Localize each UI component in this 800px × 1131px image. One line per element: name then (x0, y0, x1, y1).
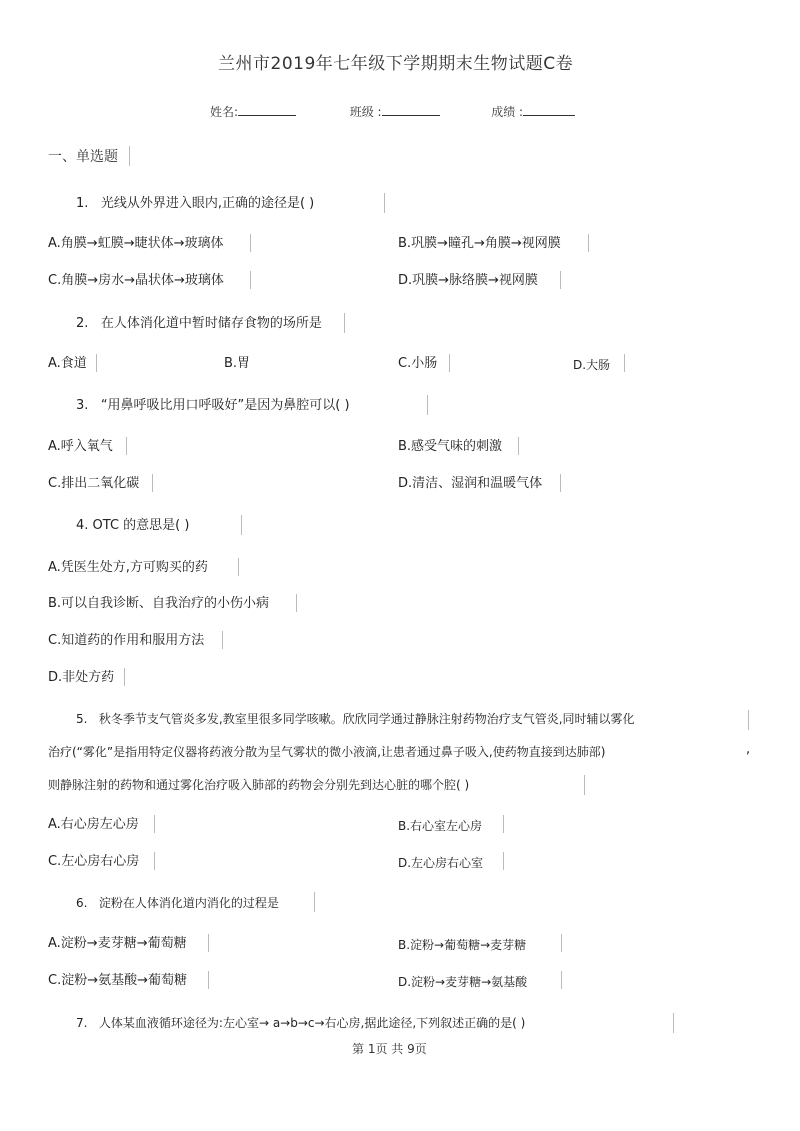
score-blank (523, 103, 575, 116)
option-c: C.知道药的作用和服用方法 (48, 633, 205, 648)
question-text: OTC 的意思是( ) (92, 518, 190, 533)
question-6 (76, 895, 279, 911)
option-c: C.角膜→房水→晶状体→玻璃体 (48, 273, 224, 288)
option-b: B.感受气味的刺激 (398, 439, 503, 454)
question-number: 2. (76, 316, 89, 331)
question-number: 1. (76, 196, 89, 211)
question-7 (76, 1015, 525, 1031)
option-a: A.凭医生处方,方可购买的药 (48, 560, 208, 575)
question-text-line-1: 秋冬季节支气管炎多发,教室里很多同学咳嗽。欣欣同学通过静脉注射药物治疗支气管炎,同时辅以雾化 (98, 712, 635, 726)
question-5 (76, 711, 635, 727)
question-3 (76, 398, 350, 414)
option-c: C.左心房右心房 (48, 854, 140, 869)
question-text: 淀粉在人体消化道内消化的过程是 (98, 896, 279, 910)
option-c: C.小肠 (398, 356, 438, 371)
question-number: 6. (76, 896, 88, 910)
option-d: D.非处方药 (48, 670, 115, 685)
option-a: A.呼入氧气 (48, 439, 113, 454)
option-b: B.淀粉→葡萄糖→麦芽糖 (398, 938, 527, 952)
option-b: B.巩膜→瞳孔→角膜→视网膜 (398, 236, 561, 251)
student-info (210, 103, 575, 120)
option-d: D.清洁、湿润和温暖气体 (398, 476, 543, 491)
question-1 (76, 196, 314, 212)
option-a: A.淀粉→麦芽糖→葡萄糖 (48, 936, 187, 951)
option-c: C.排出二氧化碳 (48, 476, 140, 491)
option-b: B.可以自我诊断、自我治疗的小伤小病 (48, 596, 270, 611)
question-number: 7. (76, 1016, 88, 1030)
section-heading: 一、单选题 (48, 149, 118, 165)
question-number: 3. (76, 398, 89, 413)
class-label: 班级 : (349, 105, 382, 119)
question-text: 光线从外界进入眼内,正确的途径是( ) (100, 196, 315, 211)
question-text: 在人体消化道中暂时储存食物的场所是 (100, 316, 322, 331)
option-d: D.巩膜→脉络膜→视网膜 (398, 273, 538, 288)
option-a: A.食道 (48, 356, 87, 371)
option-a: A.右心房左心房 (48, 817, 139, 832)
option-c: C.淀粉→氨基酸→葡萄糖 (48, 973, 187, 988)
question-number: 5. (76, 712, 88, 726)
name-blank (238, 103, 296, 116)
option-b: B.右心室左心房 (398, 819, 483, 833)
option-a: A.角膜→虹膜→睫状体→玻璃体 (48, 236, 224, 251)
question-number: 4. (76, 518, 89, 533)
trailing-comma: , (746, 742, 751, 757)
question-text-line-2: 治疗(“雾化”是指用特定仪器将药液分散为呈气雾状的微小液滴,让患者通过鼻子吸入,使药物直接到达肺部) (48, 745, 606, 759)
page-footer: 第 1页 共 9页 (352, 1042, 427, 1056)
name-label: 姓名: (210, 105, 239, 119)
class-blank (382, 103, 440, 116)
score-label: 成绩 : (491, 105, 524, 119)
question-2 (76, 316, 322, 332)
option-d: D.左心房右心室 (398, 856, 484, 870)
question-text: “用鼻呼吸比用口呼吸好”是因为鼻腔可以( ) (100, 398, 350, 413)
page-title: 兰州市2019年七年级下学期期末生物试题C卷 (218, 54, 574, 74)
option-b: B.胃 (224, 356, 251, 371)
option-d: D.大肠 (573, 358, 611, 372)
option-d: D.淀粉→麦芽糖→氨基酸 (398, 975, 528, 989)
question-4 (76, 518, 189, 534)
question-text: 人体某血液循环途径为:左心室→ a→b→c→右心房,据此途径,下列叙述正确的是( ) (98, 1016, 526, 1030)
question-text-line-3: 则静脉注射的药物和通过雾化治疗吸入肺部的药物会分别先到达心脏的哪个腔( ) (48, 778, 470, 792)
